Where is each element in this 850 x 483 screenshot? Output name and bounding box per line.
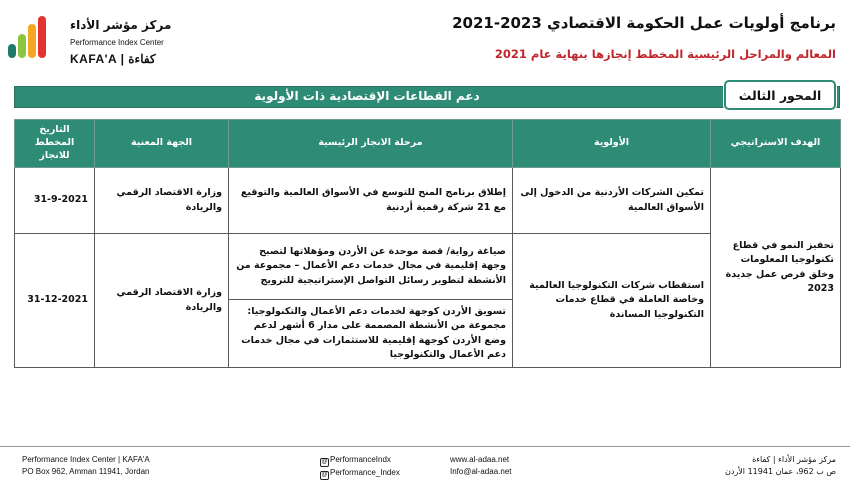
date-cell: 31-9-2021 [15,168,95,234]
table-row [15,168,841,234]
footer-social [320,454,400,480]
axis-banner [14,86,840,108]
milestone-cell: تسويق الأردن كوجهة لخدمات دعم الأعمال والتكنولوجيا: مجموعة من الأنشطة المصممة على مدار 6 أشهر لدعم وضع الأردن كوجهة إقليمية للاستثمارات في مجال خدمات دعم الأعمال والتكنولوجيا [229,300,513,368]
logo-brand: KAFA'A | كفاءة [70,52,156,66]
footer-email-link[interactable]: Info@al-adaa.net [450,466,512,476]
page-footer [0,446,850,483]
priority-cell: استقطاب شركات التكنولوجيا العالمية وخاصة العاملة في قطاع خدمات التكنولوجيا المساندة [513,234,711,368]
header-priority: الأولوية [513,120,711,168]
footer-contact [450,454,512,477]
footer-website-link[interactable]: www.al-adaa.net [450,455,510,464]
header-milestone: مرحلة الانجاز الرئيسية [229,120,513,168]
page-title: برنامج أولويات عمل الحكومة الاقتصادي 2023-2021 [452,14,836,32]
entity-cell: وزارة الاقتصاد الرقمي والريادة [95,168,229,234]
header-goal: الهدف الاستراتيجي [711,120,841,168]
social-media-icon: @ [321,472,328,478]
header-date: التاريخ المخطط للانجاز [15,120,95,168]
footer-org-en: Performance Index Center | KAFA'A [22,455,150,464]
date-cell: 31-12-2021 [15,234,95,368]
footer-address-en [22,454,150,477]
footer-org-ar: مركز مؤشر الأداء | كفاءة [752,455,836,464]
footer-social-row[interactable] [320,467,400,480]
footer-pobox-en: PO Box 962, Amman 11941, Jordan [22,466,150,476]
social-handle[interactable]: PerformanceIndx [330,455,391,464]
logo-bars-icon [8,16,48,62]
axis-title: دعم القطاعات الإقتصادية ذات الأولوية [254,89,480,103]
priority-cell: تمكين الشركات الأردنية من الدخول إلى الأسواق العالمية [513,168,711,234]
logo-name-en: Performance Index Center [70,38,164,47]
priorities-table [14,119,841,368]
axis-tag: المحور الثالث [724,80,836,110]
footer-pobox-ar: ص ب 962، عمان 11941 الأردن [724,466,836,476]
logo-name-ar: مركز مؤشر الأداء [70,18,172,32]
header-entity: الجهة المعنية [95,120,229,168]
kafaa-logo [8,8,178,70]
social-media-icon: @ [321,459,328,465]
table-header-row [15,120,841,168]
milestone-cell: صياغة رواية/ قصة موحدة عن الأردن ومؤهلاتها لتصبح وجهة إقليمية في مجال خدمات دعم الأعمال – مجموعة من الأنشطة لتطوير رسائل التواصل الإستراتيجية للترويج [229,234,513,300]
page-subtitle: المعالم والمراحل الرئيسية المخطط إنجازها بنهاية عام 2021 [494,47,836,61]
footer-social-row[interactable] [320,454,400,467]
entity-cell: وزارة الاقتصاد الرقمي والريادة [95,234,229,368]
milestone-cell: إطلاق برنامج المنح للتوسع في الأسواق العالمية والتوقيع مع 21 شركة رقمية أردنية [229,168,513,234]
page-header [0,0,850,82]
strategic-goal-cell: تحفيز النمو في قطاع تكنولوجيا المعلومات وخلق فرص عمل جديدة 2023 [711,168,841,368]
footer-address-ar [725,454,836,477]
social-handle[interactable]: Performance_Index [330,468,400,477]
